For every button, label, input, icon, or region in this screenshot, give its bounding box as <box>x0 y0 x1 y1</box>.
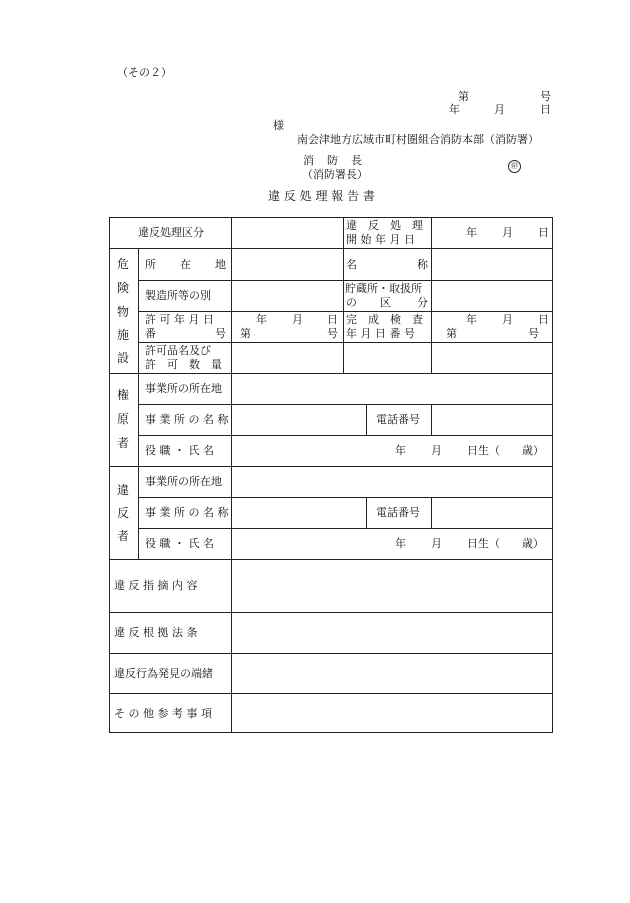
rights-age-suffix: 歳） <box>522 444 544 457</box>
completion-inspection-label-line1: 完 成 検 査 <box>346 313 423 326</box>
header-date-year: 年 <box>449 103 460 116</box>
row-divider <box>109 559 553 560</box>
completion-inspection-label-line2: 年 月 日 番 号 <box>346 327 415 340</box>
permit-day-unit: 日 <box>327 313 338 326</box>
rights-birth-day-suffix: 日生（ <box>467 444 500 457</box>
violator-group-char: 違 <box>116 483 129 497</box>
row-divider <box>109 653 553 654</box>
rights-birth-year-unit: 年 <box>395 444 406 457</box>
permit-number-suffix: 号 <box>327 327 338 340</box>
row-divider <box>138 342 553 343</box>
row-divider <box>109 248 553 249</box>
violation-category-label: 違反処理区分 <box>138 226 204 239</box>
rights-holder-group-char: 原 <box>116 412 129 426</box>
permit-items-label-line2: 許 可 数 量 <box>145 358 222 371</box>
facility-name-label-char: 名 <box>346 258 357 271</box>
violator-birth-month-unit: 月 <box>431 537 442 550</box>
column-divider <box>366 404 367 435</box>
rights-birth-month-unit: 月 <box>431 444 442 457</box>
storage-class-label-char: 分 <box>417 296 428 309</box>
completion-month-unit: 月 <box>502 313 513 326</box>
group-column-divider <box>138 248 139 559</box>
violator-group-char: 者 <box>116 529 129 543</box>
header-date-day: 日 <box>540 103 551 116</box>
doc-number-prefix: 第 <box>458 90 469 103</box>
violator-office-address-label: 事業所の所在地 <box>145 475 222 488</box>
violator-birth-day-suffix: 日生（ <box>467 537 500 550</box>
violator-phone-label: 電話番号 <box>376 506 420 519</box>
completion-year-unit: 年 <box>466 313 477 326</box>
violator-office-name-label: 事 業 所 の 名 称 <box>145 506 229 519</box>
start-day-unit: 日 <box>538 226 549 239</box>
row-divider <box>138 404 553 405</box>
seal-mark: ㊞ <box>508 160 521 173</box>
rights-holder-group-char: 者 <box>116 436 129 450</box>
row-divider <box>109 466 553 467</box>
column-divider <box>343 217 344 373</box>
handling-start-label-line2: 開 始 年 月 日 <box>346 233 415 246</box>
completion-number-suffix: 号 <box>528 327 539 340</box>
label-column-divider <box>231 217 232 733</box>
start-year-unit: 年 <box>466 226 477 239</box>
violator-group-char: 反 <box>116 506 129 520</box>
row-divider <box>109 612 553 613</box>
permit-date-label-line1: 許 可 年 月 日 <box>145 313 214 326</box>
legal-basis-label: 違 反 根 拠 法 条 <box>114 626 198 639</box>
discovery-origin-label: 違反行為発見の端緒 <box>114 667 213 680</box>
violator-age-suffix: 歳） <box>522 537 544 550</box>
facility-type-label: 製造所等の別 <box>145 289 211 302</box>
storage-class-label-char: 区 <box>380 296 391 309</box>
permit-items-label-line1: 許可品名及び <box>145 344 211 357</box>
storage-class-label-line1: 貯蔵所・取扱所 <box>345 282 422 295</box>
violator-birth-year-unit: 年 <box>395 537 406 550</box>
storage-class-label-char: の <box>346 296 357 309</box>
issuer-organization: 南会津地方広域市町村圏組合消防本部（消防署） <box>297 133 539 146</box>
column-divider <box>431 404 432 435</box>
other-notes-label: そ の 他 参 考 事 項 <box>114 707 212 720</box>
chief-title: 消 防 長 <box>303 154 363 167</box>
form-number: （その２） <box>117 66 172 79</box>
facility-name-label-char: 称 <box>417 258 428 271</box>
row-divider <box>138 435 553 436</box>
rights-phone-label: 電話番号 <box>376 413 420 426</box>
violation-points-label: 違 反 指 摘 内 容 <box>114 579 198 592</box>
rights-holder-group-char: 権 <box>116 388 129 402</box>
hazmat-group-char: 物 <box>116 305 129 319</box>
column-divider <box>366 497 367 528</box>
completion-number-prefix: 第 <box>446 327 457 340</box>
row-divider <box>138 311 553 312</box>
permit-year-unit: 年 <box>256 313 267 326</box>
rights-office-address-label: 事業所の所在地 <box>145 382 222 395</box>
permit-number-label-char: 号 <box>215 327 226 340</box>
hazmat-group-char: 険 <box>116 281 129 295</box>
doc-number-suffix: 号 <box>540 90 551 103</box>
completion-day-unit: 日 <box>538 313 549 326</box>
row-divider <box>109 373 553 374</box>
hazmat-group-char: 設 <box>116 351 129 365</box>
location-label-char: 所 <box>145 258 156 271</box>
row-divider <box>138 497 553 498</box>
violator-position-name-label: 役 職 ・ 氏 名 <box>145 537 214 550</box>
hazmat-group-char: 危 <box>116 257 129 271</box>
row-divider <box>138 280 553 281</box>
row-divider <box>138 528 553 529</box>
permit-month-unit: 月 <box>292 313 303 326</box>
permit-number-prefix: 第 <box>240 327 251 340</box>
rights-position-name-label: 役 職 ・ 氏 名 <box>145 444 214 457</box>
column-divider <box>431 497 432 528</box>
handling-start-label-line1: 違 反 処 理 <box>346 219 423 232</box>
permit-number-label-char: 番 <box>145 327 156 340</box>
row-divider <box>109 693 553 694</box>
start-month-unit: 月 <box>502 226 513 239</box>
chief-subtitle: （消防署長） <box>302 168 368 181</box>
document-title: 違 反 処 理 報 告 書 <box>268 189 375 203</box>
location-label-char: 在 <box>180 258 191 271</box>
addressee-honorific: 様 <box>273 119 284 132</box>
hazmat-group-char: 施 <box>116 328 129 342</box>
rights-office-name-label: 事 業 所 の 名 称 <box>145 413 229 426</box>
header-date-month: 月 <box>494 103 505 116</box>
column-divider <box>431 217 432 373</box>
location-label-char: 地 <box>215 258 226 271</box>
